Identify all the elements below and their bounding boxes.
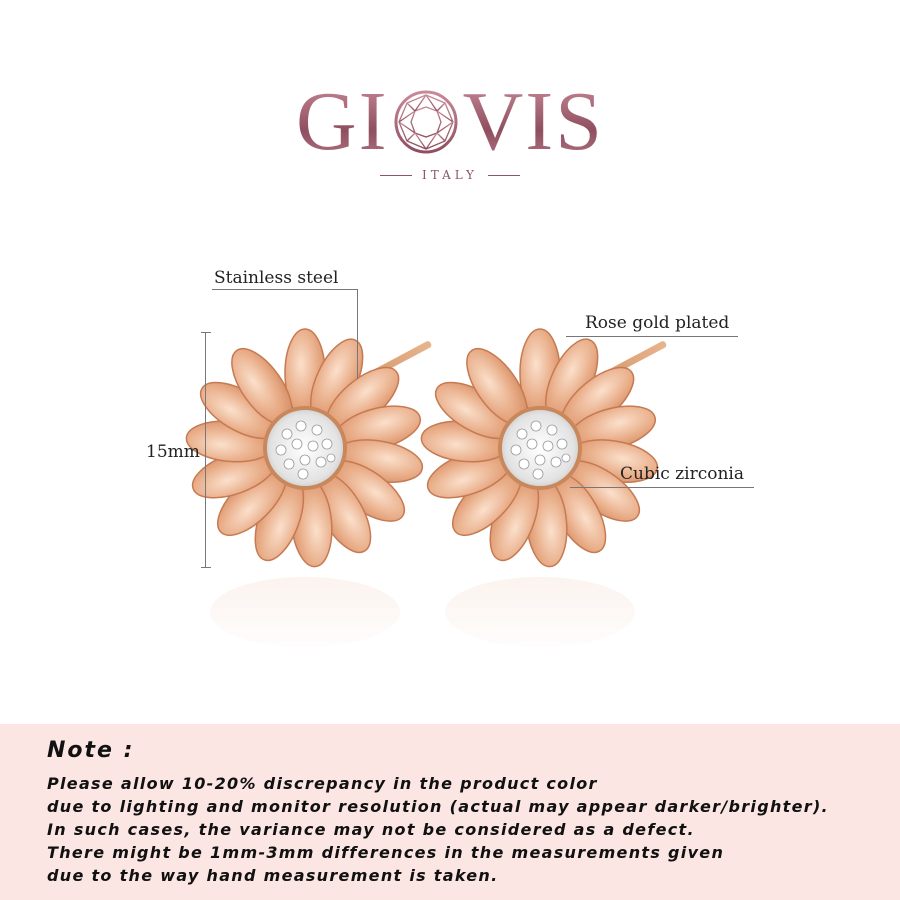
brand-name-right: VIS (462, 75, 604, 168)
brand-logo (0, 75, 900, 182)
logo-rule-left (380, 175, 412, 176)
note-line: Please allow 10-20% discrepancy in the product color (47, 774, 598, 793)
callout-rose-gold-underline (566, 336, 738, 337)
note-panel (0, 724, 900, 900)
note-line: In such cases, the variance may not be considered as a defect. (47, 820, 695, 839)
logo-rule-right (488, 175, 520, 176)
earring-left (185, 329, 433, 568)
note-line: due to lighting and monitor resolution (actual may appear darker/brighter). (47, 797, 829, 816)
dimension-tick-bottom (201, 567, 211, 568)
callout-stainless-steel-leader (357, 289, 358, 379)
earring-right (420, 329, 668, 568)
brand-subtitle: ITALY (422, 168, 478, 182)
dimension-label: 15mm (146, 442, 200, 462)
note-title: Note : (47, 738, 135, 763)
note-line: There might be 1mm-3mm differences in the measurements given (47, 843, 725, 862)
callout-stainless-steel: Stainless steel (214, 268, 339, 288)
callout-cubic-zirconia: Cubic zirconia (620, 464, 744, 484)
dimension-line (205, 332, 206, 568)
callout-cubic-zirconia-underline (570, 487, 754, 488)
earrings-image (0, 240, 900, 660)
note-line: due to the way hand measurement is taken. (47, 866, 499, 885)
dimension-tick-top (201, 332, 211, 333)
diamond-icon (393, 89, 459, 155)
callout-stainless-steel-underline (212, 289, 358, 290)
note-text (47, 772, 829, 887)
brand-name-left: GI (296, 75, 389, 168)
callout-rose-gold: Rose gold plated (585, 313, 730, 333)
